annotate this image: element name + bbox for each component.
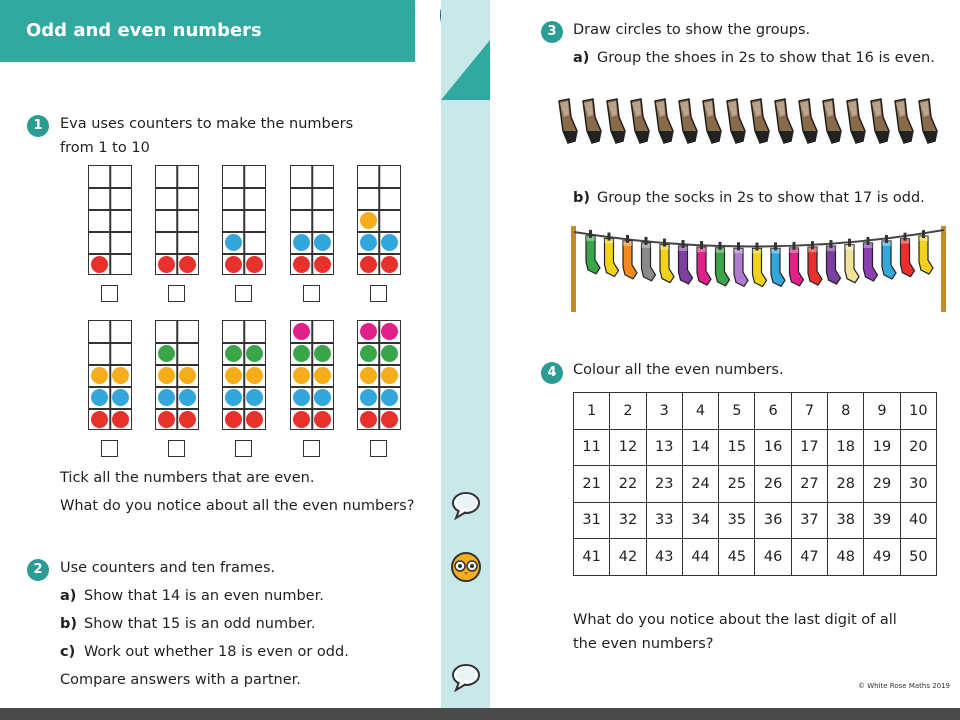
frame-divider (291, 209, 333, 211)
counter-green (293, 345, 310, 362)
grid-cell-32[interactable]: 32 (610, 502, 646, 539)
grid-cell-2[interactable]: 2 (610, 393, 646, 430)
grid-cell-40[interactable]: 40 (900, 502, 936, 539)
counter-blue (381, 234, 398, 251)
ten-frame-4 (290, 165, 334, 275)
counter-red (360, 256, 377, 273)
frame-divider (156, 342, 198, 344)
grid-cell-22[interactable]: 22 (610, 466, 646, 503)
grid-row (574, 466, 937, 503)
sidebar-strip (441, 0, 490, 708)
counter-orange (360, 367, 377, 384)
shoe (751, 99, 769, 143)
sock (679, 240, 693, 284)
frame-divider (156, 386, 198, 388)
q2-a-text: Show that 14 is an even number. (84, 588, 324, 604)
counter-green (158, 345, 175, 362)
sock (790, 242, 804, 286)
tick-box-3[interactable] (235, 285, 252, 302)
counter-red (158, 411, 175, 428)
frame-divider (223, 342, 265, 344)
q3-b-text: Group the socks in 2s to show that 17 is odd. (597, 190, 925, 206)
grid-cell-41[interactable]: 41 (574, 539, 610, 576)
counter-orange (158, 367, 175, 384)
washing-line-pole-left (571, 226, 576, 312)
sock (605, 233, 619, 277)
frame-divider (358, 364, 400, 366)
frame-divider (358, 209, 400, 211)
counter-red (293, 256, 310, 273)
sock (845, 239, 859, 283)
tick-box-8[interactable] (235, 440, 252, 457)
grid-cell-33[interactable]: 33 (646, 502, 682, 539)
frame-divider (223, 231, 265, 233)
frame-divider (378, 321, 380, 429)
grid-cell-46[interactable]: 46 (755, 539, 791, 576)
q2-c-label: c) (60, 644, 76, 660)
frame-divider (358, 231, 400, 233)
q3-a-label: a) (573, 50, 590, 66)
question-4-badge: 4 (541, 362, 563, 384)
counter-green (381, 345, 398, 362)
grid-cell-13[interactable]: 13 (646, 429, 682, 466)
grid-cell-12[interactable]: 12 (610, 429, 646, 466)
grid-cell-30[interactable]: 30 (900, 466, 936, 503)
frame-divider (89, 187, 131, 189)
frame-divider (89, 253, 131, 255)
speech-bubble-icon-2 (449, 660, 483, 694)
grid-cell-7[interactable]: 7 (791, 393, 827, 430)
q2-a-label: a) (60, 588, 77, 604)
header-slant (380, 0, 440, 62)
frame-divider (223, 386, 265, 388)
washing-line-pole-right (941, 226, 946, 312)
owl-icon (449, 550, 483, 584)
grid-row (574, 429, 937, 466)
grid-cell-18[interactable]: 18 (828, 429, 864, 466)
grid-cell-17[interactable]: 17 (791, 429, 827, 466)
counter-red (225, 411, 242, 428)
q2-b-text: Show that 15 is an odd number. (84, 616, 316, 632)
grid-cell-37[interactable]: 37 (791, 502, 827, 539)
grid-cell-25[interactable]: 25 (719, 466, 755, 503)
sock (697, 241, 711, 285)
grid-cell-15[interactable]: 15 (719, 429, 755, 466)
grid-cell-34[interactable]: 34 (682, 502, 718, 539)
grid-cell-27[interactable]: 27 (791, 466, 827, 503)
q4-intro: Colour all the even numbers. (573, 362, 784, 378)
sock (919, 230, 933, 274)
sock (901, 233, 915, 277)
grid-cell-5[interactable]: 5 (719, 393, 755, 430)
tick-box-9[interactable] (303, 440, 320, 457)
sock (882, 235, 896, 279)
grid-cell-20[interactable]: 20 (900, 429, 936, 466)
counter-red (91, 256, 108, 273)
shoe (895, 99, 913, 143)
q2-intro: Use counters and ten frames. (60, 560, 276, 576)
frame-divider (89, 342, 131, 344)
grid-cell-10[interactable]: 10 (900, 393, 936, 430)
counter-red (293, 411, 310, 428)
frame-divider (291, 187, 333, 189)
counter-blue (360, 389, 377, 406)
counter-red (112, 411, 129, 428)
shoe (583, 99, 601, 143)
shoe (559, 99, 577, 143)
frame-divider (243, 321, 245, 429)
ten-frame-5 (357, 165, 401, 275)
frame-divider (291, 342, 333, 344)
sock (753, 243, 767, 287)
grid-cell-31[interactable]: 31 (574, 502, 610, 539)
shoe (823, 99, 841, 143)
grid-cell-24[interactable]: 24 (682, 466, 718, 503)
frame-divider (358, 408, 400, 410)
frame-divider (311, 166, 313, 274)
frame-divider (358, 386, 400, 388)
counter-red (158, 256, 175, 273)
socks-washing-line[interactable] (568, 222, 952, 314)
frame-divider (156, 231, 198, 233)
counter-blue (179, 389, 196, 406)
grid-cell-14[interactable]: 14 (682, 429, 718, 466)
counter-pink (293, 323, 310, 340)
counter-orange (112, 367, 129, 384)
frame-divider (89, 386, 131, 388)
copyright-text: © White Rose Maths 2019 (858, 682, 951, 690)
shoe (607, 99, 625, 143)
counter-blue (158, 389, 175, 406)
q1-notice-question: What do you notice about all the even numbers? (60, 498, 415, 514)
grid-cell-43[interactable]: 43 (646, 539, 682, 576)
sock (642, 237, 656, 281)
grid-cell-28[interactable]: 28 (828, 466, 864, 503)
q3-a-text: Group the shoes in 2s to show that 16 is even. (597, 50, 935, 66)
frame-divider (89, 209, 131, 211)
sock (734, 242, 748, 286)
grid-cell-35[interactable]: 35 (719, 502, 755, 539)
counter-green (225, 345, 242, 362)
q2-b-label: b) (60, 616, 78, 632)
sock (827, 240, 841, 284)
grid-cell-48[interactable]: 48 (828, 539, 864, 576)
q3-b-label: b) (573, 190, 591, 206)
shoe (919, 99, 937, 143)
q1-tick-instruction: Tick all the numbers that are even. (60, 470, 315, 486)
counter-red (179, 411, 196, 428)
frame-divider (223, 187, 265, 189)
q1-text-line2: from 1 to 10 (60, 140, 150, 156)
counter-red (381, 411, 398, 428)
ten-frame-6 (88, 320, 132, 430)
ten-frame-2 (155, 165, 199, 275)
q1-text-line1: Eva uses counters to make the numbers (60, 116, 354, 132)
counter-orange (225, 367, 242, 384)
counter-red (246, 256, 263, 273)
speech-bubble-icon (449, 488, 483, 522)
frame-divider (156, 408, 198, 410)
sock (808, 241, 822, 285)
q4-notice-line1: What do you notice about the last digit of all (573, 612, 897, 628)
counter-blue (112, 389, 129, 406)
grid-cell-21[interactable]: 21 (574, 466, 610, 503)
frame-divider (223, 408, 265, 410)
frame-divider (156, 209, 198, 211)
tick-box-5[interactable] (370, 285, 387, 302)
frame-divider (109, 321, 111, 429)
shoe (799, 99, 817, 143)
counter-orange (293, 367, 310, 384)
grid-cell-16[interactable]: 16 (755, 429, 791, 466)
grid-cell-50[interactable]: 50 (900, 539, 936, 576)
frame-divider (291, 386, 333, 388)
frame-divider (109, 166, 111, 274)
counter-red (91, 411, 108, 428)
counter-orange (360, 212, 377, 229)
counter-pink (360, 323, 377, 340)
counter-orange (179, 367, 196, 384)
frame-divider (223, 209, 265, 211)
frame-divider (89, 408, 131, 410)
grid-cell-29[interactable]: 29 (864, 466, 900, 503)
frame-divider (378, 166, 380, 274)
grid-cell-3[interactable]: 3 (646, 393, 682, 430)
grid-cell-6[interactable]: 6 (755, 393, 791, 430)
counter-red (314, 256, 331, 273)
tick-box-4[interactable] (303, 285, 320, 302)
frame-divider (176, 166, 178, 274)
shoe (631, 99, 649, 143)
counter-blue (360, 234, 377, 251)
frame-divider (291, 408, 333, 410)
grid-cell-11[interactable]: 11 (574, 429, 610, 466)
grid-cell-38[interactable]: 38 (828, 502, 864, 539)
grid-cell-4[interactable]: 4 (682, 393, 718, 430)
counter-green (246, 345, 263, 362)
counter-red (225, 256, 242, 273)
bottom-bar (0, 708, 960, 720)
frame-divider (89, 231, 131, 233)
ten-frame-7 (155, 320, 199, 430)
counter-blue (381, 389, 398, 406)
counter-orange (314, 367, 331, 384)
page-title: Odd and even numbers (26, 20, 262, 41)
frame-divider (291, 364, 333, 366)
tick-box-7[interactable] (168, 440, 185, 457)
ten-frame-8 (222, 320, 266, 430)
shoe (847, 99, 865, 143)
frame-divider (291, 253, 333, 255)
sock (864, 237, 878, 281)
counter-orange (381, 367, 398, 384)
grid-cell-44[interactable]: 44 (682, 539, 718, 576)
ten-frame-10 (357, 320, 401, 430)
ten-frame-3 (222, 165, 266, 275)
sock (771, 242, 785, 286)
counter-blue (225, 234, 242, 251)
counter-green (314, 345, 331, 362)
frame-divider (311, 321, 313, 429)
grid-row (574, 393, 937, 430)
counter-red (381, 256, 398, 273)
frame-divider (223, 253, 265, 255)
counter-orange (91, 367, 108, 384)
frame-divider (176, 321, 178, 429)
frame-divider (156, 364, 198, 366)
tick-box-10[interactable] (370, 440, 387, 457)
tick-box-1[interactable] (101, 285, 118, 302)
sock (716, 242, 730, 286)
question-1-badge: 1 (27, 115, 49, 137)
counter-blue (314, 234, 331, 251)
frame-divider (358, 187, 400, 189)
tick-box-6[interactable] (101, 440, 118, 457)
q2-compare: Compare answers with a partner. (60, 672, 301, 688)
frame-divider (358, 342, 400, 344)
ten-frame-9 (290, 320, 334, 430)
grid-row (574, 539, 937, 576)
grid-cell-26[interactable]: 26 (755, 466, 791, 503)
tick-box-2[interactable] (168, 285, 185, 302)
counter-red (179, 256, 196, 273)
ten-frame-1 (88, 165, 132, 275)
frame-divider (358, 253, 400, 255)
q3-intro: Draw circles to show the groups. (573, 22, 811, 38)
grid-cell-36[interactable]: 36 (755, 502, 791, 539)
counter-red (246, 411, 263, 428)
frame-divider (156, 253, 198, 255)
counter-blue (225, 389, 242, 406)
counter-blue (246, 389, 263, 406)
grid-cell-19[interactable]: 19 (864, 429, 900, 466)
counter-blue (293, 234, 310, 251)
question-3-badge: 3 (541, 21, 563, 43)
shoe (871, 99, 889, 143)
shoe (679, 99, 697, 143)
q2-c-text: Work out whether 18 is even or odd. (84, 644, 349, 660)
frame-divider (291, 231, 333, 233)
frame-divider (223, 364, 265, 366)
shoe (775, 99, 793, 143)
frame-divider (156, 187, 198, 189)
frame-divider (89, 364, 131, 366)
q4-notice-line2: the even numbers? (573, 636, 714, 652)
sock (623, 235, 637, 279)
shoes-row[interactable] (555, 95, 945, 150)
counter-red (360, 411, 377, 428)
sidebar-teal-corner (441, 40, 490, 100)
sock (660, 239, 674, 283)
number-grid (573, 392, 937, 576)
grid-cell-8[interactable]: 8 (828, 393, 864, 430)
grid-cell-1[interactable]: 1 (574, 393, 610, 430)
grid-cell-42[interactable]: 42 (610, 539, 646, 576)
counter-blue (314, 389, 331, 406)
grid-cell-49[interactable]: 49 (864, 539, 900, 576)
counter-orange (246, 367, 263, 384)
counter-blue (293, 389, 310, 406)
grid-row (574, 502, 937, 539)
grid-cell-39[interactable]: 39 (864, 502, 900, 539)
question-2-badge: 2 (27, 559, 49, 581)
grid-cell-23[interactable]: 23 (646, 466, 682, 503)
counter-pink (381, 323, 398, 340)
shoe (655, 99, 673, 143)
grid-cell-9[interactable]: 9 (864, 393, 900, 430)
counter-green (360, 345, 377, 362)
counter-red (314, 411, 331, 428)
frame-divider (243, 166, 245, 274)
counter-blue (91, 389, 108, 406)
shoe (703, 99, 721, 143)
shoe (727, 99, 745, 143)
grid-cell-47[interactable]: 47 (791, 539, 827, 576)
grid-cell-45[interactable]: 45 (719, 539, 755, 576)
